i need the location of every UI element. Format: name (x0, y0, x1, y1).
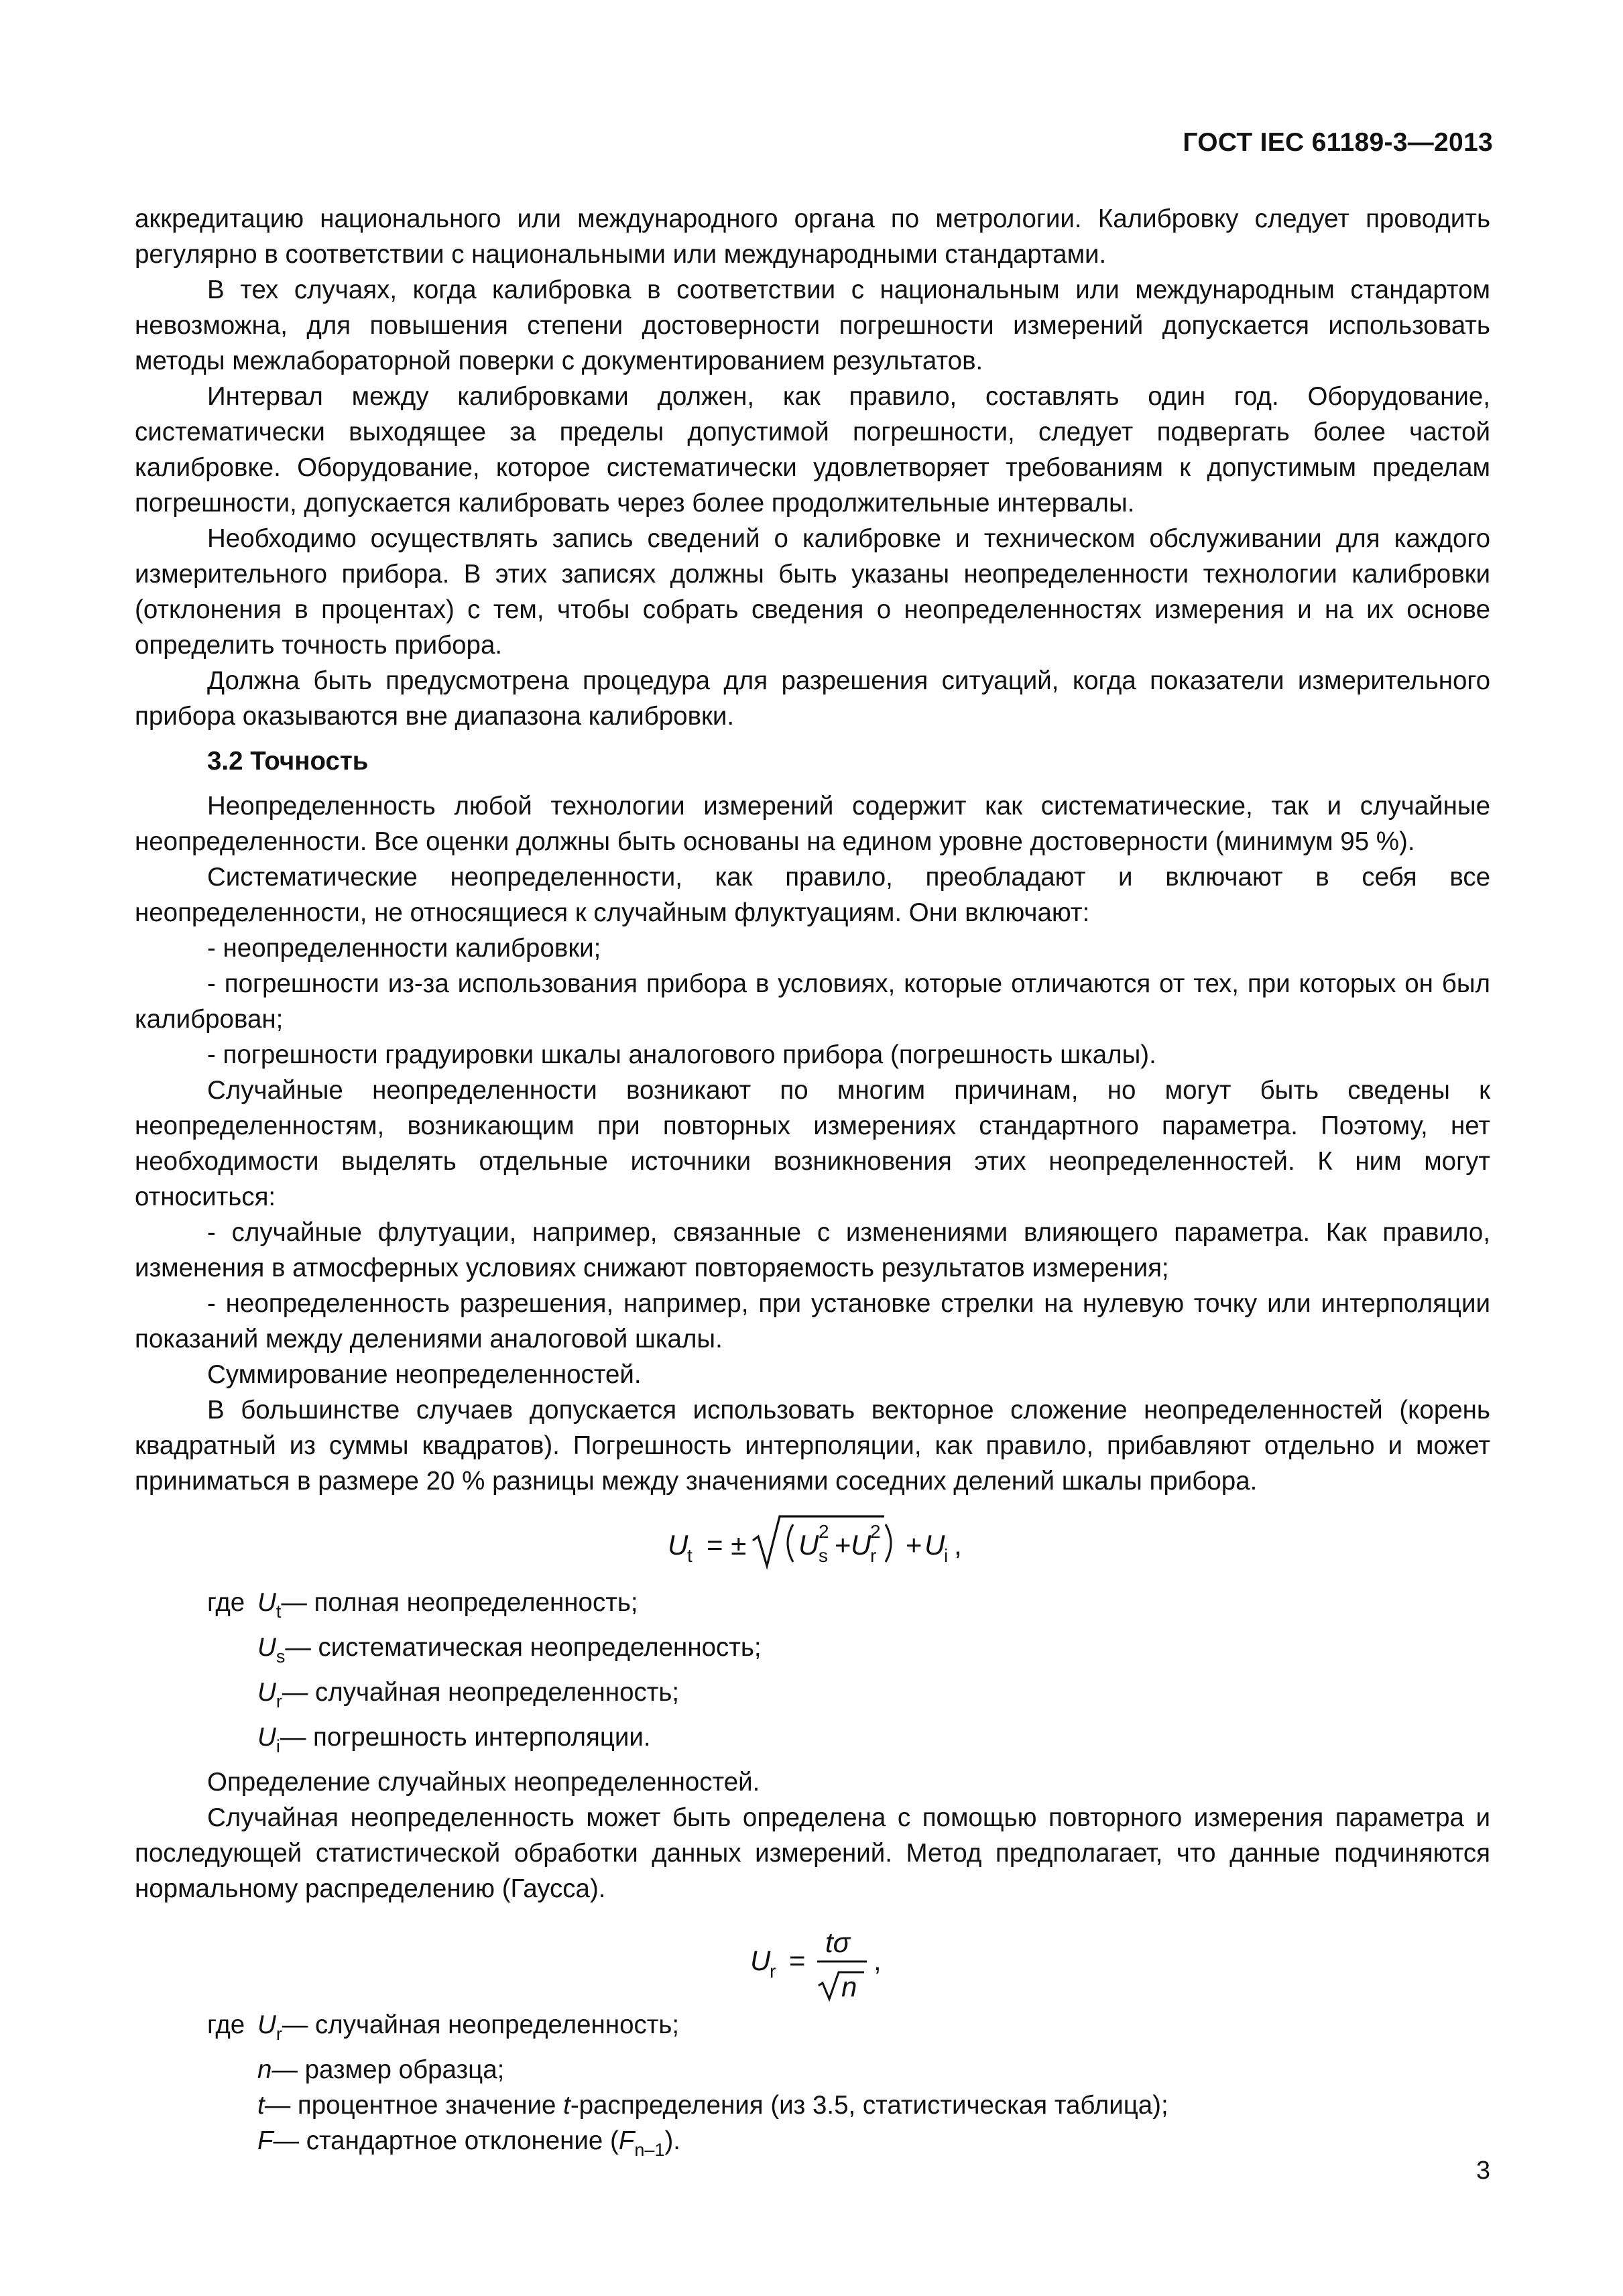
left-paren (788, 1524, 793, 1562)
paragraph: Должна быть предусмотрена процедура для разрешения ситуаций, когда показатели измерительного прибора оказываются вне диапазона калибровки. (135, 666, 1490, 731)
where-label: где (207, 1588, 245, 1617)
paragraph: Интервал между калибровками должен, как правило, составлять один год. Оборудование, систематически выходящее за пределы допустимой погрешности, следует подвергать более частой калибровке. Оборудование, которое систематически удовлетворяет требованиям к допустимым пределам погрешности, допускается калибровать через более продолжительные интервалы. (135, 382, 1490, 518)
definition-item: $U_t—$ полная неопределенность; (257, 1588, 638, 1622)
definition-item: n— размер образца; (257, 2055, 505, 2084)
list-item: - случайные флутуации, например, связанные с изменениями влияющего параметра. Как правило, изменения в атмосферных условиях снижают повторяемость результатов измерения; (135, 1218, 1490, 1282)
formula-subscript: r (870, 1545, 877, 1566)
definition-item: $U_i—$ погрешность интерполяции. (257, 1723, 651, 1756)
right-paren (886, 1524, 891, 1562)
where-label: где (207, 2010, 245, 2039)
formula-svg (135, 1907, 1490, 2007)
paragraph: Неопределенность любой технологии измерений содержит как систематические, так и случайные неопределенности. Все оценки должны быть основаны на едином уровне достоверности (минимум 95 %). (135, 792, 1490, 856)
formula-symbol: U (668, 1529, 688, 1561)
formula-symbol: U (798, 1529, 819, 1561)
formula-superscript: 2 (870, 1521, 881, 1542)
formula-symbol: U (750, 1945, 771, 1976)
paragraph: В большинстве случаев допускается использовать векторное сложение неопределенностей (корень квадратный из суммы квадратов). Погрешность интерполяции, как правило, прибавляют отдельно и может приниматься в размере 20 % разницы между значениями соседних делений шкалы прибора. (135, 1396, 1490, 1496)
formula-operator: = ± (707, 1529, 747, 1561)
document-body (135, 201, 1490, 2168)
formula-svg (135, 1499, 1490, 1585)
paragraph: Систематические неопределенности, как правило, преобладают и включают в себя все неопределенности, не относящиеся к случайным флуктуациям. Они включают: (135, 863, 1490, 927)
formula-operator: + (835, 1529, 851, 1561)
formula-subscript: t (687, 1545, 693, 1566)
paragraph: Случайные неопределенности возникают по многим причинам, но могут быть сведены к неопределенностям, возникающим при повторных измерениях стандартного параметра. Поэтому, нет необходимости выделять отдельные источники возникновения этих неопределенностей. К ним могут относиться: (135, 1076, 1490, 1211)
definition-item: $U_s—$ систематическая неопределенность; (257, 1633, 762, 1667)
paragraph: аккредитацию национального или международного органа по метрологии. Калибровку следует проводить регулярно в соответствии с национальными или международными стандартами. (135, 204, 1490, 269)
page-number: 3 (1476, 2157, 1490, 2185)
formula-numerator: tσ (825, 1927, 850, 1958)
formula-random-uncertainty (135, 1907, 1490, 2007)
formula-denominator: n (841, 1971, 857, 2002)
paragraph: В тех случаях, когда калибровка в соответствии с национальным или международным стандартом невозможна, для повышения степени достоверности погрешности измерений допускается использовать методы межлабораторной поверки с документированием результатов. (135, 276, 1490, 375)
definition-item: F— стандартное отклонение $(F_{n-1})$. (257, 2126, 680, 2160)
formula-subscript: r (770, 1961, 776, 1982)
section-heading: 3.2 Точность (207, 747, 369, 776)
formula-superscript: 2 (819, 1521, 829, 1542)
definition-item: t— процентное значение t-распределения (из 3.5, статистическая таблица); (257, 2091, 1168, 2120)
formula-operator: + (906, 1529, 922, 1561)
formula-punct: , (874, 1945, 882, 1976)
list-item: - погрешности градуировки шкалы аналогового прибора (погрешность шкалы). (207, 1040, 1156, 1069)
formula-symbol: U (851, 1529, 871, 1561)
paragraph: Суммирование неопределенностей. (207, 1360, 642, 1389)
definitions-block (135, 1585, 1490, 1764)
formula-punct: , (954, 1529, 962, 1561)
list-item: - неопределенности калибровки; (207, 934, 601, 963)
formula-total-uncertainty (135, 1499, 1490, 1585)
definition-item: $U_r—$ случайная неопределенность; (257, 1678, 680, 1711)
list-item: - неопределенность разрешения, например, при установке стрелки на нулевую точку или интерполяции показаний между делениями аналоговой шкалы. (135, 1289, 1490, 1353)
formula-operator: = (789, 1945, 806, 1976)
formula-subscript: s (819, 1545, 828, 1566)
document-id-header: ГОСТ IEC 61189-3—2013 (1183, 128, 1493, 157)
paragraph: Необходимо осуществлять запись сведений о калибровке и техническом обслуживании для каждого измерительного прибора. В этих записях должны быть указаны неопределенности технологии калибровки (отклонения в процентах) с тем, чтобы собрать сведения о неопределенностях измерения и на их основе определить точность прибора. (135, 524, 1490, 660)
definition-item: $U_r—$ случайная неопределенность; (257, 2010, 680, 2044)
formula-symbol: U (924, 1529, 945, 1561)
formula-subscript: i (944, 1545, 949, 1566)
paragraph: Определение случайных неопределенностей. (207, 1768, 760, 1797)
definitions-block (135, 2007, 1490, 2168)
list-item: - погрешности из-за использования прибора в условиях, которые отличаются от тех, при которых он был калиброван; (135, 969, 1490, 1034)
paragraph: Случайная неопределенность может быть определена с помощью повторного измерения параметра и последующей статистической обработки данных измерений. Метод предполагает, что данные подчиняются нормальному распределению (Гаусса). (135, 1803, 1490, 1903)
